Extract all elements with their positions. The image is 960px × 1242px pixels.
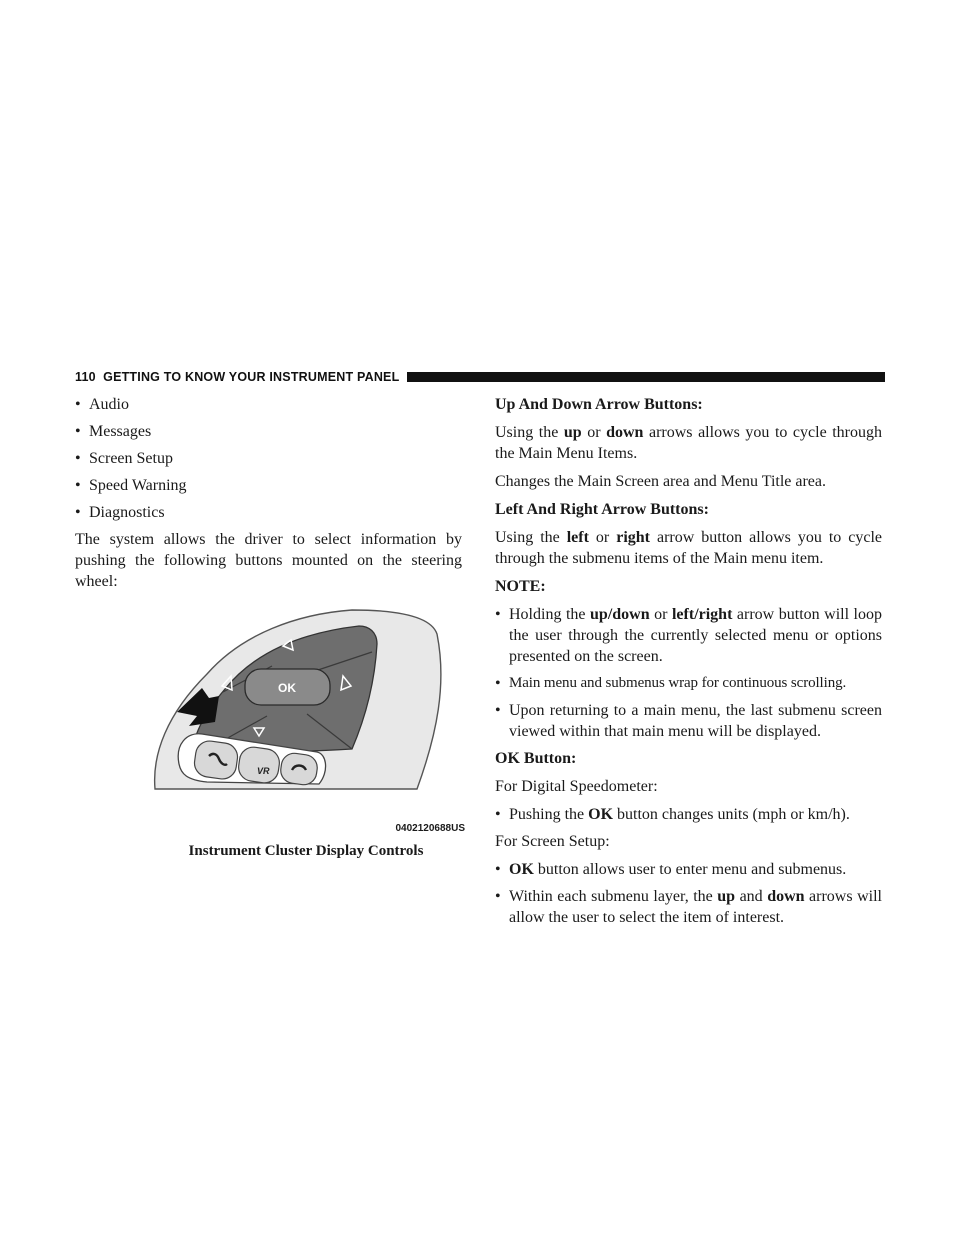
list-item xyxy=(75,475,462,496)
header-rule xyxy=(407,372,885,382)
bullet-icon: • xyxy=(495,702,501,719)
figure-code: 0402120688US xyxy=(395,823,465,834)
bullet-icon: • xyxy=(495,606,501,623)
bullet-icon: • xyxy=(495,888,501,905)
figure xyxy=(147,604,465,862)
list-item-text: Speed Warning xyxy=(89,477,187,494)
vr-button-label: VR xyxy=(257,766,270,776)
list-item-text: Screen Setup xyxy=(89,450,173,467)
leftright-heading: Left And Right Arrow Buttons: xyxy=(495,501,709,518)
list-item xyxy=(495,859,882,880)
updown-paragraph: Using the up or down arrows allows you to cycle through the Main Menu Items. xyxy=(495,424,883,462)
left-column xyxy=(75,394,465,862)
updown-paragraph-2: Changes the Main Screen area and Menu Title area. xyxy=(495,473,827,490)
list-item xyxy=(75,448,462,469)
list-item xyxy=(495,700,882,742)
page-header xyxy=(75,369,885,385)
list-item-text: OK button allows user to enter menu and submenus. xyxy=(509,861,847,878)
list-item-text: Diagnostics xyxy=(89,504,165,521)
ok-button-label: OK xyxy=(278,681,296,695)
list-item-text: Pushing the OK button changes units (mph or km/h). xyxy=(509,806,850,823)
list-item-text: Messages xyxy=(89,423,152,440)
bullet-icon: • xyxy=(495,861,501,878)
bullet-icon: • xyxy=(495,675,501,692)
header-text xyxy=(75,370,399,384)
list-item xyxy=(75,502,462,523)
intro-paragraph: The system allows the driver to select information by pushing the following buttons mounted on the steering wheel: xyxy=(75,531,462,590)
list-item-text: Holding the up/down or left/right arrow button will loop the user through the currently selected menu or options presented on the screen. xyxy=(509,606,882,665)
steering-wheel-controls-illustration xyxy=(147,604,465,816)
list-item-text: Main menu and submenus wrap for continuous scrolling. xyxy=(509,675,847,691)
list-item xyxy=(495,886,882,928)
section-title: GETTING TO KNOW YOUR INSTRUMENT PANEL xyxy=(103,370,400,384)
list-item-text: Upon returning to a main menu, the last submenu screen viewed within that main menu will be displayed. xyxy=(509,702,882,740)
list-item xyxy=(495,804,882,825)
leftright-paragraph: Using the left or right arrow button allows you to cycle through the submenu items of the Main menu item. xyxy=(495,529,883,567)
digital-speedometer-label: For Digital Speedometer: xyxy=(495,778,658,795)
list-item xyxy=(75,421,462,442)
page-number: 110 xyxy=(75,370,96,384)
screen-setup-label: For Screen Setup: xyxy=(495,833,610,850)
list-item xyxy=(495,604,882,667)
updown-heading: Up And Down Arrow Buttons: xyxy=(495,396,703,413)
bullet-icon: • xyxy=(75,504,81,521)
bullet-icon: • xyxy=(75,450,81,467)
ok-heading: OK Button: xyxy=(495,750,577,767)
bullet-icon: • xyxy=(75,477,81,494)
list-item xyxy=(75,394,462,415)
bullet-icon: • xyxy=(495,806,501,823)
list-item xyxy=(495,673,882,694)
bullet-icon: • xyxy=(75,396,81,413)
right-column xyxy=(495,394,882,934)
list-item-text: Within each submenu layer, the up and down arrows will allow the user to select the item of interest. xyxy=(509,888,882,926)
list-item-text: Audio xyxy=(89,396,129,413)
figure-caption: Instrument Cluster Display Controls xyxy=(188,843,424,859)
bullet-icon: • xyxy=(75,423,81,440)
note-heading: NOTE: xyxy=(495,578,546,595)
